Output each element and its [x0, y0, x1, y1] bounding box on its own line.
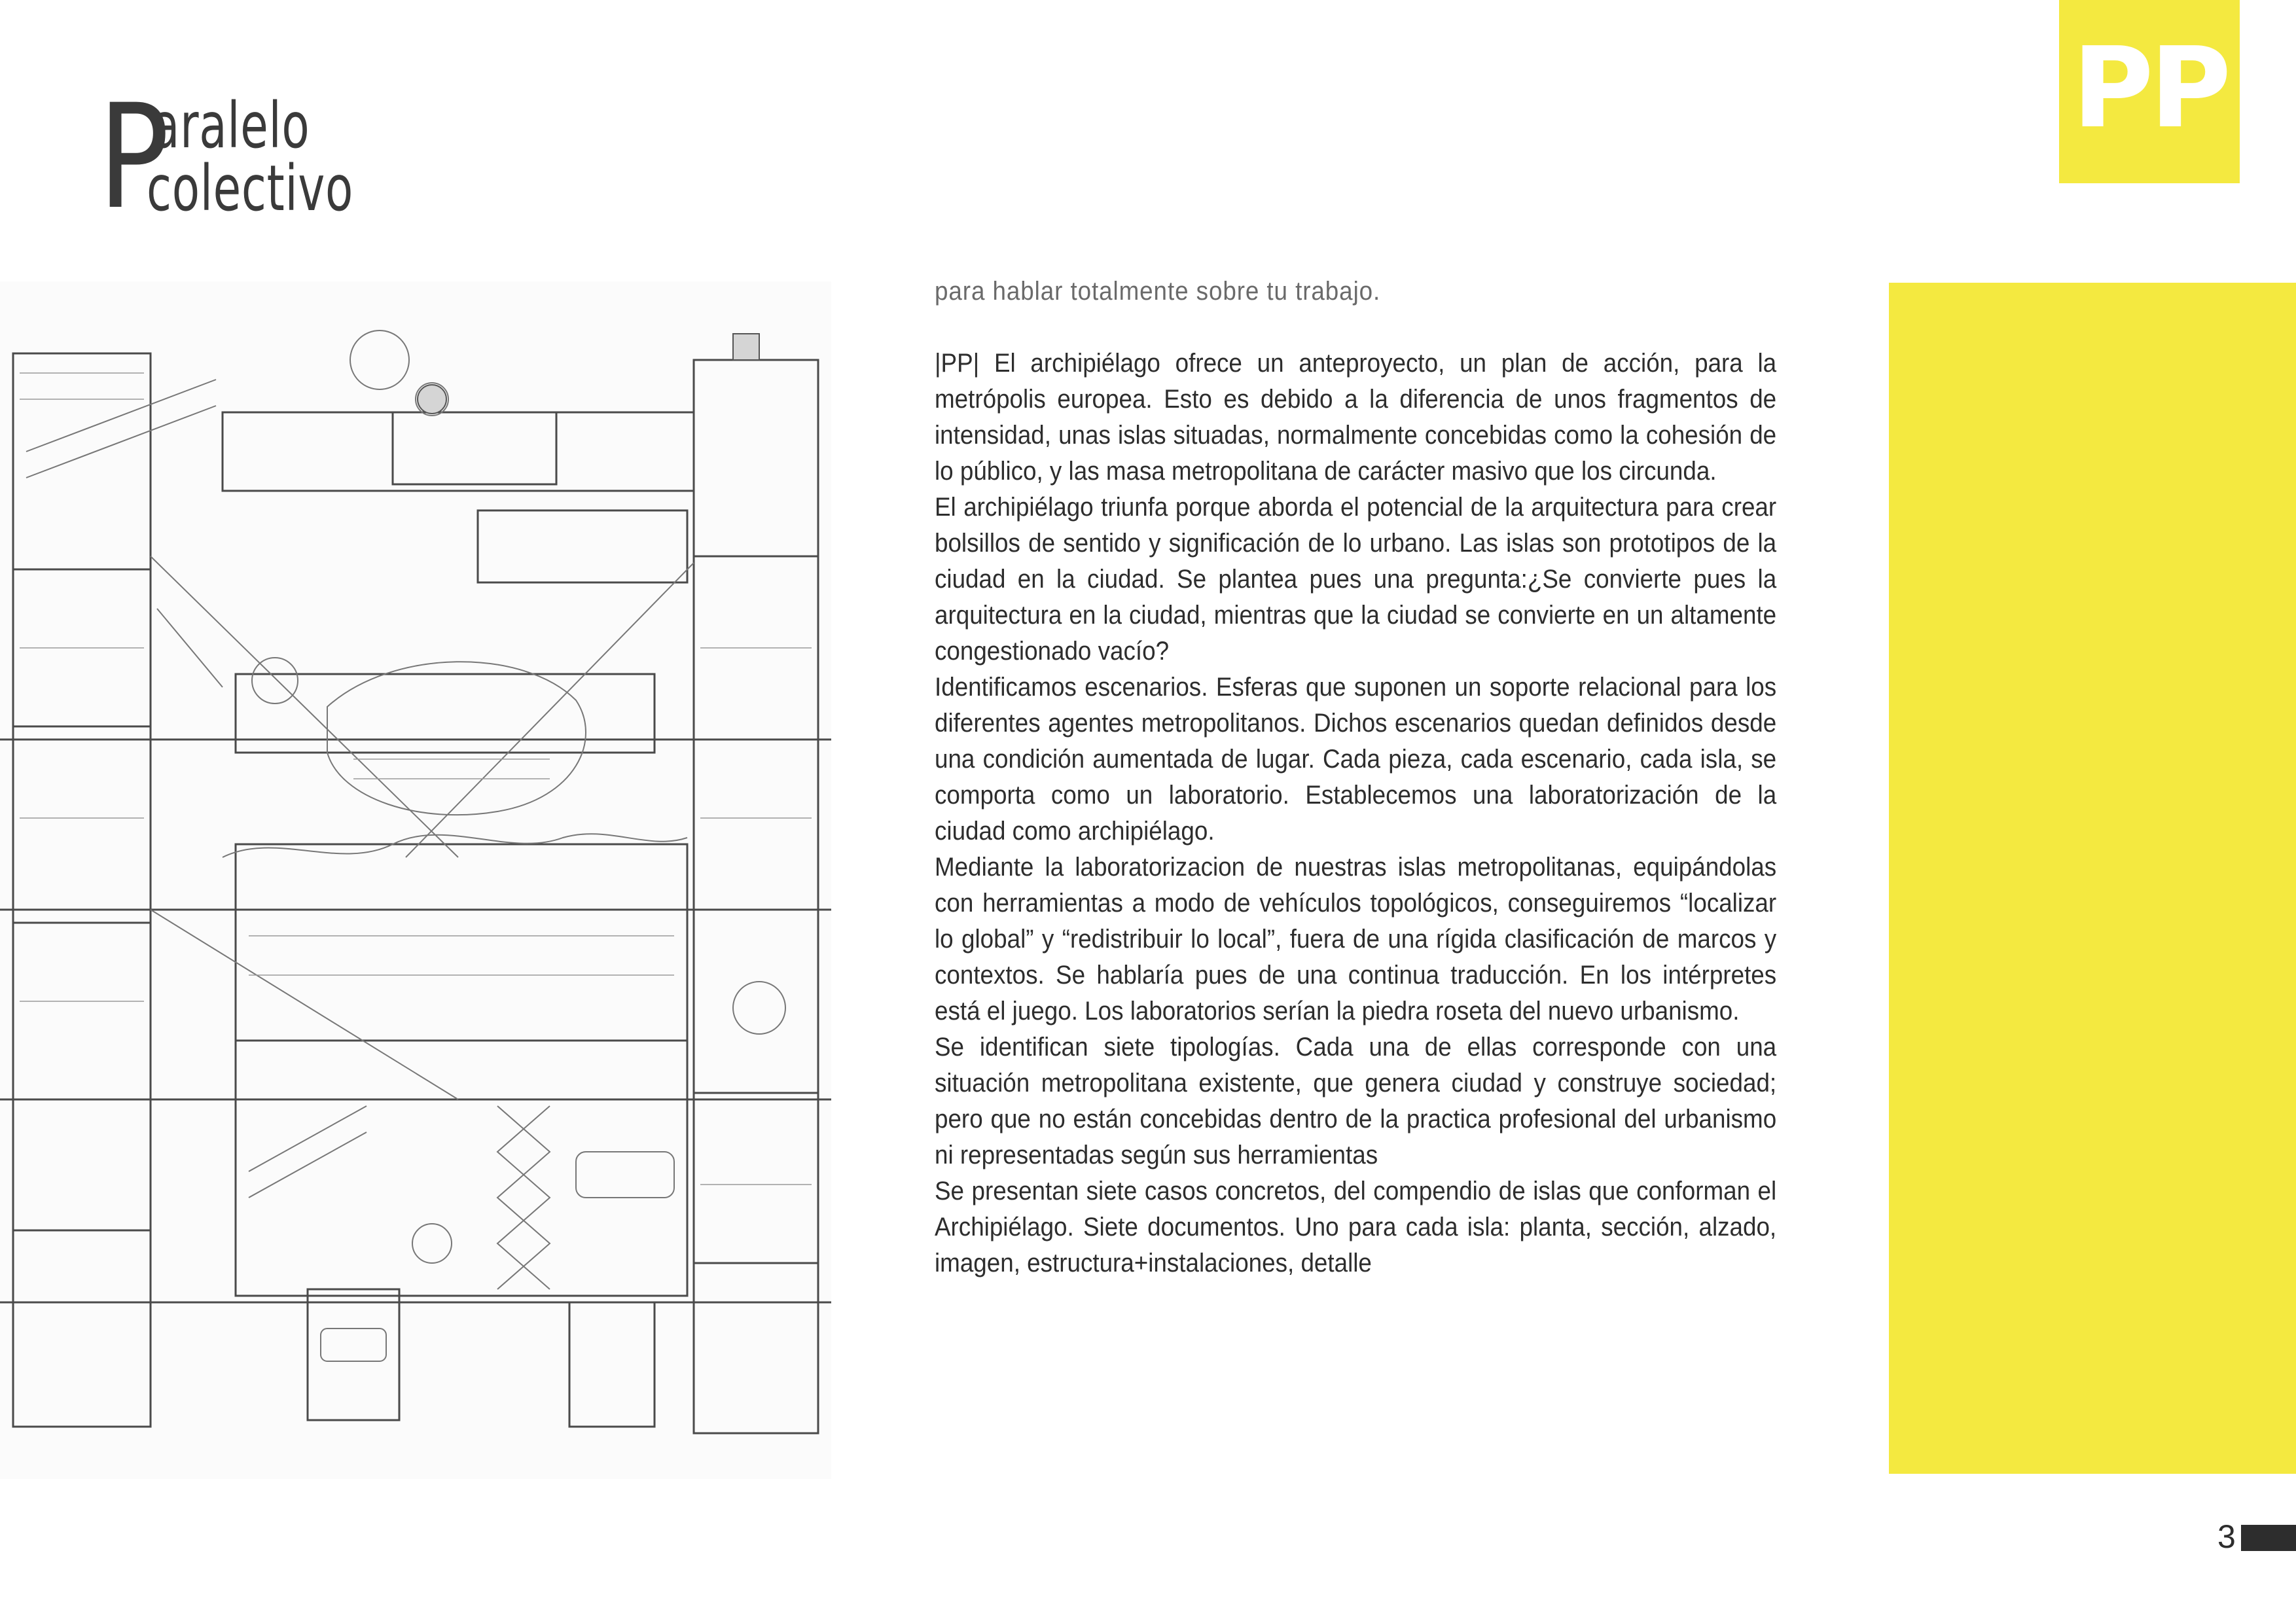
paragraph-5: Se identifican siete tipologías. Cada una de ellas corresponde con una situación metropolitana existente, que genera ciudad y construye sociedad; pero que no están concebidas dentro de la practica profesional del urbanismo ni representadas según sus herramientas	[935, 1033, 1777, 1169]
logo-letter: P	[98, 73, 170, 241]
paragraph-4: Mediante la laboratorizacion de nuestras islas metropolitanas, equipándolas con herramientas a modo de vehículos topológicos, conseguiremos “localizar lo global” y “redistribuir lo local”, fuera de una rígida clasificación de marcos y contextos. Se hablaría pues de una continua traducción. En los intérpretes está el juego. Los laboratorios serían la piedra roseta del nuevo urbanismo.	[935, 853, 1777, 1026]
paragraph-1: |PP| El archipiélago ofrece un anteproyecto, un plan de acción, para la metrópolis europea. Esto es debido a la diferencia de unos fragmentos de intensidad, unas islas situadas, normalmente concebidas como la cohesión de lo público, y las masa metropolitana de carácter masivo que los circunda.	[935, 349, 1777, 486]
architectural-section-drawing	[0, 281, 831, 1479]
paragraph-3: Identificamos escenarios. Esferas que suponen un soporte relacional para los diferentes agentes metropolitanos. Dichos escenarios quedan definidos desde una condición aumentada de lugar. Cada pieza, cada escenario, cada isla, se comporta como un laboratorio. Establecemos una laboratorización de la ciudad como archipiélago.	[935, 673, 1777, 846]
yellow-side-panel	[1889, 283, 2296, 1474]
paragraph-2: El archipiélago triunfa porque aborda el potencial de la arquitectura para crear bolsillos de sentido y significación de lo urbano. Las islas son prototipos de la ciudad en la ciudad. Se plantea pues una pregunta:¿Se convierte pues la arquitectura en la ciudad, mientras que la ciudad se convierte en un altamente congestionado vacío?	[935, 493, 1777, 666]
drawing-svg	[0, 281, 831, 1479]
badge-text: PP	[2072, 24, 2228, 153]
pp-badge	[2059, 0, 2240, 183]
logo-line-2: colectivo	[147, 152, 354, 225]
paragraph-6: Se presentan siete casos concretos, del compendio de islas que conforman el Archipiélago. Siete documentos. Uno para cada isla: planta, sección, alzado, imagen, estructura+instalaciones, detalle	[935, 1177, 1777, 1277]
page-number-bar	[2241, 1525, 2296, 1551]
logo-line-1: aralelo	[152, 89, 310, 162]
paralelo-colectivo-logo	[98, 73, 399, 241]
lead-line: para hablar totalmente sobre tu trabajo.	[935, 277, 1381, 306]
article-body	[935, 274, 1776, 1281]
page-number: 3	[2217, 1518, 2236, 1555]
